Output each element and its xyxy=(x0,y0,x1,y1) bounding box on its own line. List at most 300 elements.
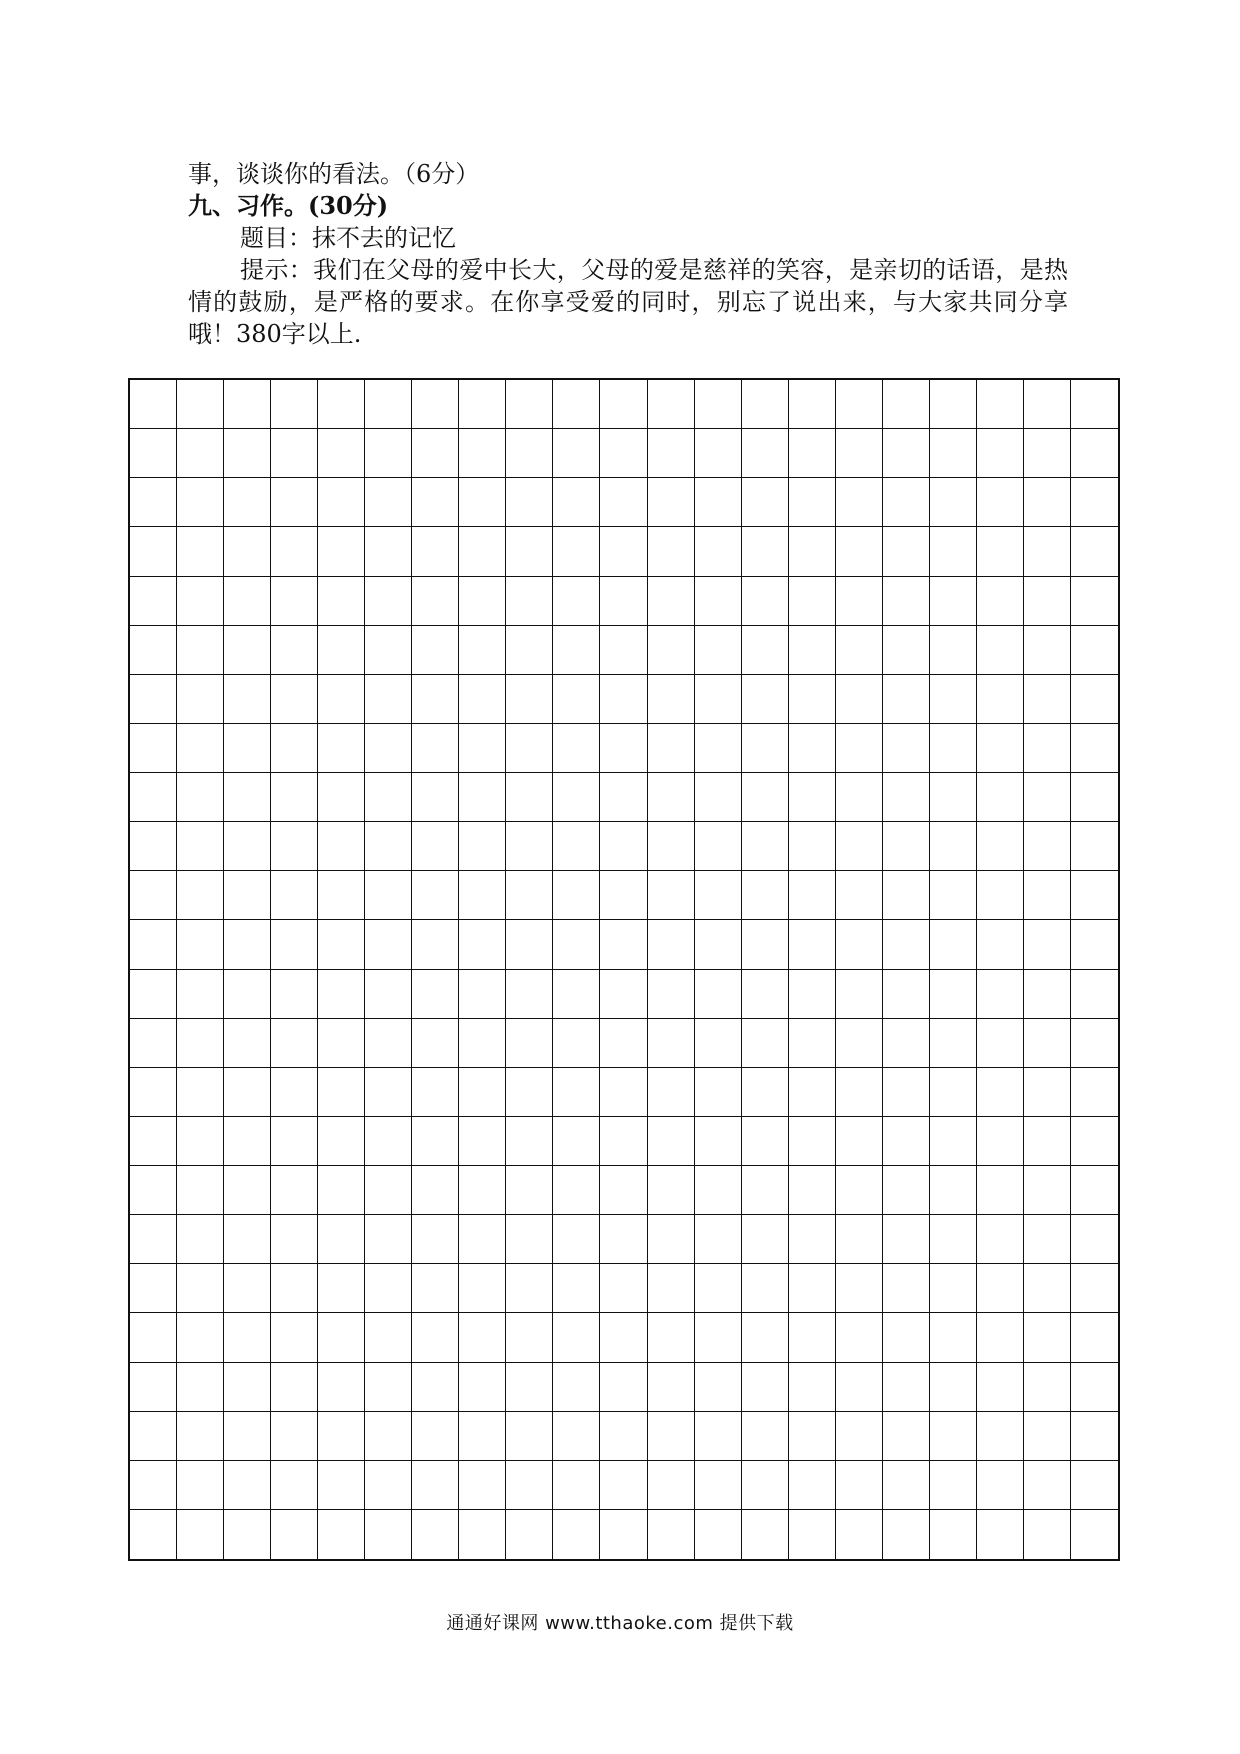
grid-cell[interactable] xyxy=(648,970,695,1019)
grid-cell[interactable] xyxy=(318,1166,365,1215)
grid-cell[interactable] xyxy=(365,1313,412,1362)
grid-cell[interactable] xyxy=(506,380,553,429)
grid-cell[interactable] xyxy=(130,380,177,429)
grid-cell[interactable] xyxy=(506,724,553,773)
grid-cell[interactable] xyxy=(412,1019,459,1068)
grid-cell[interactable] xyxy=(836,1019,883,1068)
grid-cell[interactable] xyxy=(553,920,600,969)
grid-cell[interactable] xyxy=(271,1068,318,1117)
grid-cell[interactable] xyxy=(459,1313,506,1362)
grid-cell[interactable] xyxy=(789,1461,836,1510)
grid-cell[interactable] xyxy=(177,1313,224,1362)
grid-cell[interactable] xyxy=(365,527,412,576)
grid-cell[interactable] xyxy=(1071,380,1118,429)
writing-grid[interactable] xyxy=(128,378,1120,1561)
grid-cell[interactable] xyxy=(742,1461,789,1510)
grid-cell[interactable] xyxy=(695,478,742,527)
grid-cell[interactable] xyxy=(177,478,224,527)
grid-cell[interactable] xyxy=(177,724,224,773)
grid-cell[interactable] xyxy=(271,1166,318,1215)
grid-cell[interactable] xyxy=(224,675,271,724)
grid-cell[interactable] xyxy=(836,920,883,969)
grid-cell[interactable] xyxy=(459,970,506,1019)
grid-cell[interactable] xyxy=(1024,1117,1071,1166)
grid-cell[interactable] xyxy=(789,1510,836,1559)
grid-cell[interactable] xyxy=(977,527,1024,576)
grid-cell[interactable] xyxy=(271,920,318,969)
grid-cell[interactable] xyxy=(977,1117,1024,1166)
grid-cell[interactable] xyxy=(836,1510,883,1559)
grid-cell[interactable] xyxy=(836,577,883,626)
grid-cell[interactable] xyxy=(930,1068,977,1117)
grid-cell[interactable] xyxy=(224,380,271,429)
grid-cell[interactable] xyxy=(553,1363,600,1412)
grid-cell[interactable] xyxy=(836,1363,883,1412)
grid-cell[interactable] xyxy=(930,871,977,920)
grid-cell[interactable] xyxy=(318,1363,365,1412)
grid-cell[interactable] xyxy=(459,773,506,822)
grid-cell[interactable] xyxy=(553,478,600,527)
grid-cell[interactable] xyxy=(600,577,647,626)
grid-cell[interactable] xyxy=(177,1264,224,1313)
grid-cell[interactable] xyxy=(224,773,271,822)
grid-cell[interactable] xyxy=(506,675,553,724)
grid-cell[interactable] xyxy=(412,478,459,527)
grid-cell[interactable] xyxy=(412,1313,459,1362)
grid-cell[interactable] xyxy=(742,1510,789,1559)
grid-cell[interactable] xyxy=(695,1363,742,1412)
grid-cell[interactable] xyxy=(930,380,977,429)
grid-cell[interactable] xyxy=(600,380,647,429)
grid-cell[interactable] xyxy=(224,871,271,920)
grid-cell[interactable] xyxy=(600,675,647,724)
grid-cell[interactable] xyxy=(553,822,600,871)
grid-cell[interactable] xyxy=(600,1363,647,1412)
grid-cell[interactable] xyxy=(271,970,318,1019)
grid-cell[interactable] xyxy=(130,1313,177,1362)
grid-cell[interactable] xyxy=(789,577,836,626)
grid-cell[interactable] xyxy=(506,920,553,969)
grid-cell[interactable] xyxy=(1024,626,1071,675)
grid-cell[interactable] xyxy=(412,920,459,969)
grid-cell[interactable] xyxy=(883,822,930,871)
grid-cell[interactable] xyxy=(648,1363,695,1412)
grid-cell[interactable] xyxy=(506,1313,553,1362)
grid-cell[interactable] xyxy=(977,970,1024,1019)
grid-cell[interactable] xyxy=(883,920,930,969)
grid-cell[interactable] xyxy=(977,675,1024,724)
grid-cell[interactable] xyxy=(742,675,789,724)
grid-cell[interactable] xyxy=(224,478,271,527)
grid-cell[interactable] xyxy=(459,1510,506,1559)
grid-cell[interactable] xyxy=(553,724,600,773)
grid-cell[interactable] xyxy=(883,626,930,675)
grid-cell[interactable] xyxy=(365,871,412,920)
grid-cell[interactable] xyxy=(742,1412,789,1461)
grid-cell[interactable] xyxy=(600,1264,647,1313)
grid-cell[interactable] xyxy=(553,1068,600,1117)
grid-cell[interactable] xyxy=(506,773,553,822)
grid-cell[interactable] xyxy=(459,675,506,724)
grid-cell[interactable] xyxy=(271,429,318,478)
grid-cell[interactable] xyxy=(459,1019,506,1068)
grid-cell[interactable] xyxy=(412,527,459,576)
grid-cell[interactable] xyxy=(789,822,836,871)
grid-cell[interactable] xyxy=(177,970,224,1019)
grid-cell[interactable] xyxy=(789,724,836,773)
grid-cell[interactable] xyxy=(1024,1313,1071,1362)
grid-cell[interactable] xyxy=(130,577,177,626)
grid-cell[interactable] xyxy=(130,1215,177,1264)
grid-cell[interactable] xyxy=(1071,1019,1118,1068)
grid-cell[interactable] xyxy=(742,1166,789,1215)
grid-cell[interactable] xyxy=(553,773,600,822)
grid-cell[interactable] xyxy=(177,822,224,871)
grid-cell[interactable] xyxy=(883,527,930,576)
grid-cell[interactable] xyxy=(883,1166,930,1215)
grid-cell[interactable] xyxy=(648,1264,695,1313)
grid-cell[interactable] xyxy=(1024,1412,1071,1461)
grid-cell[interactable] xyxy=(1024,429,1071,478)
grid-cell[interactable] xyxy=(1071,478,1118,527)
grid-cell[interactable] xyxy=(412,1068,459,1117)
grid-cell[interactable] xyxy=(1024,577,1071,626)
grid-cell[interactable] xyxy=(930,1363,977,1412)
grid-cell[interactable] xyxy=(224,1019,271,1068)
grid-cell[interactable] xyxy=(742,380,789,429)
grid-cell[interactable] xyxy=(365,970,412,1019)
grid-cell[interactable] xyxy=(224,1068,271,1117)
grid-cell[interactable] xyxy=(648,1412,695,1461)
grid-cell[interactable] xyxy=(977,773,1024,822)
grid-cell[interactable] xyxy=(648,1166,695,1215)
grid-cell[interactable] xyxy=(742,1068,789,1117)
grid-cell[interactable] xyxy=(648,1510,695,1559)
grid-cell[interactable] xyxy=(648,871,695,920)
grid-cell[interactable] xyxy=(1071,1363,1118,1412)
grid-cell[interactable] xyxy=(600,871,647,920)
grid-cell[interactable] xyxy=(977,1215,1024,1264)
grid-cell[interactable] xyxy=(365,380,412,429)
grid-cell[interactable] xyxy=(836,970,883,1019)
grid-cell[interactable] xyxy=(977,1264,1024,1313)
grid-cell[interactable] xyxy=(318,970,365,1019)
grid-cell[interactable] xyxy=(742,1215,789,1264)
grid-cell[interactable] xyxy=(365,773,412,822)
grid-cell[interactable] xyxy=(412,1412,459,1461)
grid-cell[interactable] xyxy=(506,1412,553,1461)
grid-cell[interactable] xyxy=(1071,871,1118,920)
grid-cell[interactable] xyxy=(600,822,647,871)
grid-cell[interactable] xyxy=(553,626,600,675)
grid-cell[interactable] xyxy=(459,871,506,920)
grid-cell[interactable] xyxy=(130,1264,177,1313)
grid-cell[interactable] xyxy=(1024,724,1071,773)
grid-cell[interactable] xyxy=(224,1166,271,1215)
grid-cell[interactable] xyxy=(459,478,506,527)
grid-cell[interactable] xyxy=(695,773,742,822)
grid-cell[interactable] xyxy=(459,822,506,871)
grid-cell[interactable] xyxy=(459,1117,506,1166)
grid-cell[interactable] xyxy=(836,1117,883,1166)
grid-cell[interactable] xyxy=(459,1264,506,1313)
grid-cell[interactable] xyxy=(1024,773,1071,822)
grid-cell[interactable] xyxy=(318,1412,365,1461)
grid-cell[interactable] xyxy=(930,1166,977,1215)
grid-cell[interactable] xyxy=(459,380,506,429)
grid-cell[interactable] xyxy=(1071,1461,1118,1510)
grid-cell[interactable] xyxy=(1024,1068,1071,1117)
grid-cell[interactable] xyxy=(789,1019,836,1068)
grid-cell[interactable] xyxy=(648,920,695,969)
grid-cell[interactable] xyxy=(318,773,365,822)
grid-cell[interactable] xyxy=(1071,1117,1118,1166)
grid-cell[interactable] xyxy=(506,970,553,1019)
grid-cell[interactable] xyxy=(883,429,930,478)
grid-cell[interactable] xyxy=(318,1215,365,1264)
grid-cell[interactable] xyxy=(177,527,224,576)
grid-cell[interactable] xyxy=(318,1313,365,1362)
grid-cell[interactable] xyxy=(600,1412,647,1461)
grid-cell[interactable] xyxy=(553,1461,600,1510)
grid-cell[interactable] xyxy=(1024,822,1071,871)
grid-cell[interactable] xyxy=(130,1019,177,1068)
grid-cell[interactable] xyxy=(930,478,977,527)
grid-cell[interactable] xyxy=(883,1068,930,1117)
grid-cell[interactable] xyxy=(883,675,930,724)
grid-cell[interactable] xyxy=(742,822,789,871)
grid-cell[interactable] xyxy=(742,1313,789,1362)
grid-cell[interactable] xyxy=(177,1412,224,1461)
grid-cell[interactable] xyxy=(177,1068,224,1117)
grid-cell[interactable] xyxy=(930,1510,977,1559)
grid-cell[interactable] xyxy=(600,478,647,527)
grid-cell[interactable] xyxy=(930,920,977,969)
grid-cell[interactable] xyxy=(318,1510,365,1559)
grid-cell[interactable] xyxy=(459,724,506,773)
grid-cell[interactable] xyxy=(412,1166,459,1215)
grid-cell[interactable] xyxy=(977,577,1024,626)
grid-cell[interactable] xyxy=(1024,1264,1071,1313)
grid-cell[interactable] xyxy=(365,1264,412,1313)
grid-cell[interactable] xyxy=(459,1166,506,1215)
grid-cell[interactable] xyxy=(553,1313,600,1362)
grid-cell[interactable] xyxy=(271,577,318,626)
grid-cell[interactable] xyxy=(177,1117,224,1166)
grid-cell[interactable] xyxy=(789,1264,836,1313)
grid-cell[interactable] xyxy=(506,429,553,478)
grid-cell[interactable] xyxy=(600,773,647,822)
grid-cell[interactable] xyxy=(459,1363,506,1412)
grid-cell[interactable] xyxy=(271,1019,318,1068)
grid-cell[interactable] xyxy=(365,1215,412,1264)
grid-cell[interactable] xyxy=(836,1264,883,1313)
grid-cell[interactable] xyxy=(789,527,836,576)
grid-cell[interactable] xyxy=(412,1215,459,1264)
grid-cell[interactable] xyxy=(177,429,224,478)
grid-cell[interactable] xyxy=(506,527,553,576)
grid-cell[interactable] xyxy=(130,429,177,478)
grid-cell[interactable] xyxy=(648,1215,695,1264)
grid-cell[interactable] xyxy=(836,1215,883,1264)
grid-cell[interactable] xyxy=(836,1313,883,1362)
grid-cell[interactable] xyxy=(742,527,789,576)
grid-cell[interactable] xyxy=(271,1117,318,1166)
grid-cell[interactable] xyxy=(130,1068,177,1117)
grid-cell[interactable] xyxy=(412,1117,459,1166)
grid-cell[interactable] xyxy=(977,626,1024,675)
grid-cell[interactable] xyxy=(224,1461,271,1510)
grid-cell[interactable] xyxy=(695,1264,742,1313)
grid-cell[interactable] xyxy=(271,675,318,724)
grid-cell[interactable] xyxy=(836,380,883,429)
grid-cell[interactable] xyxy=(600,1166,647,1215)
grid-cell[interactable] xyxy=(977,1510,1024,1559)
grid-cell[interactable] xyxy=(695,920,742,969)
grid-cell[interactable] xyxy=(412,1510,459,1559)
grid-cell[interactable] xyxy=(600,1117,647,1166)
grid-cell[interactable] xyxy=(553,1412,600,1461)
grid-cell[interactable] xyxy=(177,1461,224,1510)
grid-cell[interactable] xyxy=(130,1510,177,1559)
grid-cell[interactable] xyxy=(459,920,506,969)
grid-cell[interactable] xyxy=(695,1215,742,1264)
grid-cell[interactable] xyxy=(459,1068,506,1117)
grid-cell[interactable] xyxy=(600,1510,647,1559)
grid-cell[interactable] xyxy=(365,577,412,626)
grid-cell[interactable] xyxy=(271,1264,318,1313)
grid-cell[interactable] xyxy=(977,920,1024,969)
grid-cell[interactable] xyxy=(459,1215,506,1264)
grid-cell[interactable] xyxy=(412,577,459,626)
grid-cell[interactable] xyxy=(883,1313,930,1362)
grid-cell[interactable] xyxy=(412,429,459,478)
grid-cell[interactable] xyxy=(365,429,412,478)
grid-cell[interactable] xyxy=(695,1019,742,1068)
grid-cell[interactable] xyxy=(224,1313,271,1362)
grid-cell[interactable] xyxy=(1071,675,1118,724)
grid-cell[interactable] xyxy=(648,527,695,576)
grid-cell[interactable] xyxy=(1071,1264,1118,1313)
grid-cell[interactable] xyxy=(789,1117,836,1166)
grid-cell[interactable] xyxy=(506,1068,553,1117)
grid-cell[interactable] xyxy=(930,1117,977,1166)
grid-cell[interactable] xyxy=(742,1117,789,1166)
grid-cell[interactable] xyxy=(177,1510,224,1559)
grid-cell[interactable] xyxy=(695,1117,742,1166)
grid-cell[interactable] xyxy=(836,1166,883,1215)
grid-cell[interactable] xyxy=(412,724,459,773)
grid-cell[interactable] xyxy=(412,380,459,429)
grid-cell[interactable] xyxy=(883,1215,930,1264)
grid-cell[interactable] xyxy=(553,577,600,626)
grid-cell[interactable] xyxy=(789,478,836,527)
grid-cell[interactable] xyxy=(789,675,836,724)
grid-cell[interactable] xyxy=(789,1068,836,1117)
grid-cell[interactable] xyxy=(412,1461,459,1510)
grid-cell[interactable] xyxy=(789,970,836,1019)
grid-cell[interactable] xyxy=(365,822,412,871)
grid-cell[interactable] xyxy=(836,675,883,724)
grid-cell[interactable] xyxy=(553,1215,600,1264)
grid-cell[interactable] xyxy=(930,1461,977,1510)
grid-cell[interactable] xyxy=(318,1264,365,1313)
grid-cell[interactable] xyxy=(1024,380,1071,429)
grid-cell[interactable] xyxy=(977,1313,1024,1362)
grid-cell[interactable] xyxy=(789,380,836,429)
grid-cell[interactable] xyxy=(648,1019,695,1068)
grid-cell[interactable] xyxy=(1024,920,1071,969)
grid-cell[interactable] xyxy=(130,724,177,773)
grid-cell[interactable] xyxy=(459,1412,506,1461)
grid-cell[interactable] xyxy=(1071,527,1118,576)
grid-cell[interactable] xyxy=(177,1166,224,1215)
grid-cell[interactable] xyxy=(365,920,412,969)
grid-cell[interactable] xyxy=(224,626,271,675)
grid-cell[interactable] xyxy=(1071,429,1118,478)
grid-cell[interactable] xyxy=(789,1313,836,1362)
grid-cell[interactable] xyxy=(695,1313,742,1362)
grid-cell[interactable] xyxy=(177,1363,224,1412)
grid-cell[interactable] xyxy=(977,1019,1024,1068)
grid-cell[interactable] xyxy=(224,1215,271,1264)
grid-cell[interactable] xyxy=(930,822,977,871)
grid-cell[interactable] xyxy=(271,626,318,675)
grid-cell[interactable] xyxy=(836,527,883,576)
grid-cell[interactable] xyxy=(789,1166,836,1215)
grid-cell[interactable] xyxy=(695,527,742,576)
grid-cell[interactable] xyxy=(789,1412,836,1461)
grid-cell[interactable] xyxy=(1071,773,1118,822)
grid-cell[interactable] xyxy=(789,920,836,969)
grid-cell[interactable] xyxy=(883,970,930,1019)
grid-cell[interactable] xyxy=(271,871,318,920)
grid-cell[interactable] xyxy=(506,1510,553,1559)
grid-cell[interactable] xyxy=(1071,1412,1118,1461)
grid-cell[interactable] xyxy=(318,1461,365,1510)
grid-cell[interactable] xyxy=(318,577,365,626)
grid-cell[interactable] xyxy=(930,970,977,1019)
grid-cell[interactable] xyxy=(648,1068,695,1117)
grid-cell[interactable] xyxy=(130,1117,177,1166)
grid-cell[interactable] xyxy=(365,1510,412,1559)
grid-cell[interactable] xyxy=(742,871,789,920)
grid-cell[interactable] xyxy=(318,626,365,675)
grid-cell[interactable] xyxy=(177,871,224,920)
grid-cell[interactable] xyxy=(412,822,459,871)
grid-cell[interactable] xyxy=(1071,1215,1118,1264)
grid-cell[interactable] xyxy=(977,429,1024,478)
grid-cell[interactable] xyxy=(318,1117,365,1166)
grid-cell[interactable] xyxy=(695,724,742,773)
grid-cell[interactable] xyxy=(553,429,600,478)
grid-cell[interactable] xyxy=(224,429,271,478)
grid-cell[interactable] xyxy=(224,1264,271,1313)
grid-cell[interactable] xyxy=(1071,1313,1118,1362)
grid-cell[interactable] xyxy=(695,675,742,724)
grid-cell[interactable] xyxy=(177,675,224,724)
grid-cell[interactable] xyxy=(365,478,412,527)
grid-cell[interactable] xyxy=(695,429,742,478)
grid-cell[interactable] xyxy=(553,871,600,920)
grid-cell[interactable] xyxy=(695,1461,742,1510)
grid-cell[interactable] xyxy=(883,724,930,773)
grid-cell[interactable] xyxy=(600,1068,647,1117)
grid-cell[interactable] xyxy=(318,478,365,527)
grid-cell[interactable] xyxy=(836,724,883,773)
grid-cell[interactable] xyxy=(883,1117,930,1166)
grid-cell[interactable] xyxy=(648,675,695,724)
